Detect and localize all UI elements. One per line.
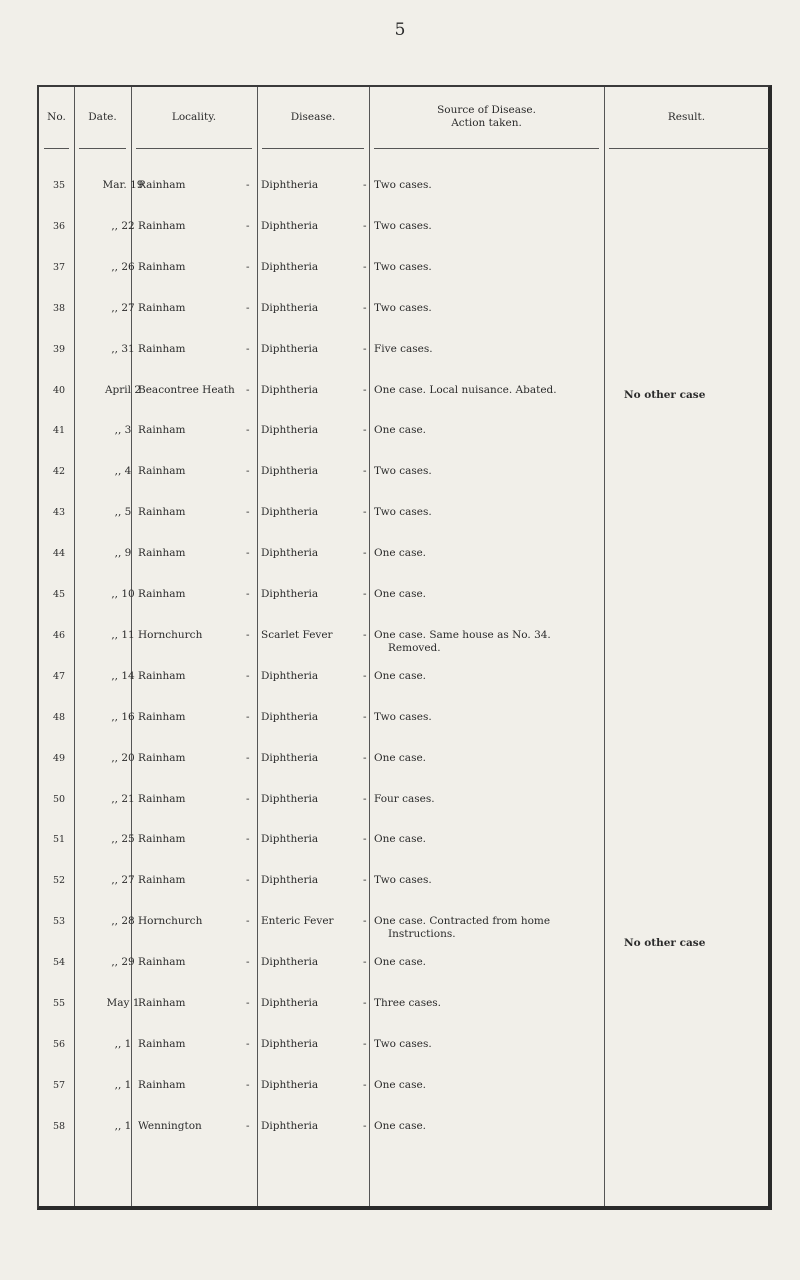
row-number: 52 [52,875,66,887]
row-locality: Wennington [138,1119,202,1132]
row-source-line1: Two cases. [374,179,432,191]
row-date: ,, 31 [111,342,135,355]
row-source [374,670,426,683]
header-date: Date. [88,110,117,123]
row-dash: - [363,1037,367,1050]
row-number: 43 [52,507,66,519]
result-note: No other case [624,389,706,401]
row-disease: Diphtheria [261,301,319,314]
table-row [39,424,768,444]
row-source-line1: Five cases. [374,342,433,355]
row-dash: - [363,1119,367,1132]
row-date: April 2 [104,383,142,396]
row-source [374,874,432,887]
row-dash: - [246,710,250,723]
row-number: 39 [52,343,66,355]
row-source [374,384,557,397]
row-dash: - [246,669,250,682]
row-source [374,629,551,655]
row-number: 42 [52,466,66,478]
row-number: 37 [52,261,66,273]
header-disease: Disease. [290,110,336,123]
row-dash: - [246,179,250,191]
row-dash: - [363,792,367,805]
table-row [39,465,768,485]
header-source-line1: Source of Disease. [437,104,536,116]
row-source-line1: Four cases. [374,792,435,805]
row-dash: - [246,547,250,560]
row-disease: Diphtheria [261,588,319,600]
row-dash: - [363,710,367,723]
row-dash: - [363,915,367,928]
row-dash: - [363,874,367,887]
table-row [39,711,768,731]
row-dash: - [363,465,367,478]
row-source [374,1079,426,1092]
row-source-line1: Two cases. [374,506,432,519]
row-source [374,588,426,601]
header-source [369,87,604,147]
row-number: 35 [52,180,66,191]
row-locality: Hornchurch [138,628,203,641]
header-source-line2: Action taken. [451,117,522,129]
row-date: ,, 25 [111,833,135,846]
row-dash: - [246,342,250,355]
row-disease: Diphtheria [261,465,319,478]
row-number: 41 [52,425,66,437]
row-source-line1: Two cases. [374,874,432,887]
row-source [374,915,550,941]
row-dash: - [363,588,367,600]
table-row [39,1079,768,1099]
header-rule [44,148,69,149]
table-row [39,220,768,240]
row-dash: - [363,751,367,764]
row-date: ,, 28 [111,915,135,928]
row-date: May 1 [106,997,140,1009]
table-row [39,343,768,363]
row-disease: Diphtheria [261,997,319,1009]
table-row [39,628,768,654]
row-source [374,1038,432,1051]
row-dash: - [246,1119,250,1132]
header-rule [374,148,599,149]
row-date: ,, 21 [111,792,135,805]
row-dash: - [246,506,250,519]
row-date: ,, 4 [114,465,132,478]
row-source [374,793,435,806]
row-source-line2: Instructions. [388,928,456,941]
row-disease: Scarlet Fever [261,628,333,641]
row-disease: Diphtheria [261,956,319,969]
row-date: ,, 3 [114,424,132,437]
row-date: ,, 29 [111,956,135,969]
row-source [374,547,426,560]
row-source-line1: Two cases. [374,710,432,723]
row-date: ,, 20 [111,751,135,764]
row-source [374,465,432,478]
row-locality: Rainham [138,669,186,682]
table-row [39,793,768,813]
row-dash: - [246,588,250,600]
header-rule [609,148,769,149]
row-source [374,997,441,1010]
row-disease: Diphtheria [261,874,319,887]
row-disease: Diphtheria [261,1037,319,1050]
row-disease: Diphtheria [261,751,319,764]
table-row [39,956,768,976]
row-source [374,424,426,437]
row-dash: - [246,424,250,437]
row-source-line1: One case. [374,1119,427,1132]
row-locality: Rainham [138,588,186,600]
row-date: ,, 26 [111,260,135,273]
header-locality: Locality. [171,110,217,123]
row-date: ,, 5 [114,506,132,519]
row-source-line1: One case. Local nuisance. Abated. [374,383,557,396]
table-row [39,670,768,690]
row-dash: - [246,260,250,273]
row-locality: Beacontree Heath [138,383,235,396]
row-number: 54 [52,957,66,969]
header-rule [262,148,364,149]
row-source-line1: One case. [374,669,427,682]
row-number: 38 [52,302,66,314]
row-source-line1: Two cases. [374,260,432,273]
row-dash: - [246,383,250,396]
row-number: 49 [52,752,66,764]
row-dash: - [363,301,367,314]
row-date: ,, 16 [111,710,135,723]
row-source [374,711,432,724]
table-row [39,506,768,526]
row-disease: Diphtheria [261,219,319,232]
row-locality: Rainham [138,219,186,232]
row-dash: - [246,792,250,805]
row-locality: Rainham [138,179,186,191]
table-row [39,179,768,199]
row-source-line1: One case. [374,833,427,846]
disease-table [37,85,772,1210]
row-source-line1: Two cases. [374,1037,432,1050]
row-number: 56 [52,1038,66,1050]
row-disease: Diphtheria [261,792,319,805]
row-source-line1: One case. [374,547,427,560]
row-dash: - [246,956,250,969]
row-number: 36 [52,220,66,232]
row-number: 47 [52,670,66,682]
table-row [39,915,768,941]
row-source-line1: One case. Contracted from home [374,915,551,928]
row-dash: - [246,1037,250,1050]
row-number: 50 [52,793,66,805]
row-dash: - [246,465,250,478]
row-locality: Rainham [138,465,186,478]
row-number: 44 [52,548,66,560]
row-date: Mar. 19 [102,179,144,191]
row-dash: - [363,424,367,437]
row-locality: Rainham [138,301,186,314]
row-locality: Rainham [138,874,186,887]
row-dash: - [246,301,250,314]
row-dash: - [363,342,367,355]
row-source-line2: Removed. [388,641,441,654]
row-locality: Rainham [138,1078,186,1091]
row-source-line1: One case. [374,956,427,969]
row-disease: Diphtheria [261,1119,319,1132]
row-date: ,, 11 [111,628,135,641]
row-number: 46 [52,629,66,641]
row-disease: Diphtheria [261,1078,319,1091]
row-disease: Diphtheria [261,710,319,723]
row-disease: Diphtheria [261,833,319,846]
row-source [374,1120,426,1133]
table-row [39,874,768,894]
row-locality: Rainham [138,260,186,273]
row-locality: Rainham [138,997,186,1009]
row-number: 58 [52,1120,66,1132]
header-rule [79,148,126,149]
row-locality: Rainham [138,424,186,437]
row-dash: - [246,874,250,887]
row-dash: - [363,833,367,846]
row-disease: Diphtheria [261,424,319,437]
page-number: 5 [394,20,406,40]
table-row [39,752,768,772]
row-dash: - [363,506,367,519]
row-source [374,302,432,315]
row-disease: Diphtheria [261,342,319,355]
row-source-line1: Two cases. [374,219,432,232]
row-dash: - [363,956,367,969]
row-source [374,343,433,356]
header-rule [136,148,252,149]
row-disease: Diphtheria [261,506,319,519]
row-dash: - [246,219,250,232]
row-date: ,, 1 [114,1119,132,1132]
table-row [39,1038,768,1058]
row-source [374,179,432,192]
row-disease: Diphtheria [261,179,319,191]
row-dash: - [246,997,250,1009]
row-locality: Rainham [138,710,186,723]
row-locality: Rainham [138,506,186,519]
row-source-line1: One case. [374,1078,427,1091]
row-disease: Enteric Fever [261,915,334,928]
row-dash: - [363,628,367,641]
row-date: ,, 10 [111,588,135,600]
row-dash: - [246,628,250,641]
row-dash: - [363,1078,367,1091]
row-number: 40 [52,384,66,396]
row-dash: - [363,547,367,560]
row-disease: Diphtheria [261,260,319,273]
row-locality: Rainham [138,547,186,560]
row-source-line1: One case. [374,588,427,600]
row-source [374,833,426,846]
row-dash: - [363,260,367,273]
row-locality: Rainham [138,833,186,846]
row-dash: - [363,669,367,682]
row-locality: Rainham [138,956,186,969]
row-date: ,, 27 [111,874,135,887]
row-source-line1: Three cases. [374,997,442,1009]
row-source [374,261,432,274]
row-source [374,506,432,519]
row-locality: Hornchurch [138,915,203,928]
row-locality: Rainham [138,751,186,764]
row-source [374,752,426,765]
table-row [39,1120,768,1140]
row-number: 57 [52,1079,66,1091]
row-source [374,956,426,969]
row-date: ,, 22 [111,219,135,232]
row-number: 55 [52,998,66,1009]
row-disease: Diphtheria [261,547,319,560]
row-date: ,, 1 [114,1078,132,1091]
row-source-line1: One case. Same house as No. 34. [374,628,551,641]
row-dash: - [246,833,250,846]
row-number: 53 [52,916,66,928]
row-number: 51 [52,834,66,846]
row-disease: Diphtheria [261,669,319,682]
header-result: Result. [667,110,706,123]
row-dash: - [246,751,250,764]
row-dash: - [363,179,367,191]
row-locality: Rainham [138,792,186,805]
row-dash: - [246,1078,250,1091]
header-no: No. [47,110,66,123]
table-row [39,547,768,567]
table-row [39,588,768,608]
row-dash: - [363,219,367,232]
row-date: ,, 14 [111,669,135,682]
row-disease: Diphtheria [261,383,319,396]
table-row [39,261,768,281]
row-dash: - [246,915,250,928]
result-note: No other case [624,937,706,949]
row-date: ,, 9 [114,547,132,560]
row-locality: Rainham [138,1037,186,1050]
table-row [39,997,768,1017]
row-source-line1: One case. [374,424,427,437]
row-source-line1: Two cases. [374,301,432,314]
row-number: 45 [52,589,66,600]
row-dash: - [363,997,367,1009]
table-row [39,833,768,853]
row-date: ,, 27 [111,301,135,314]
row-date: ,, 1 [114,1037,132,1050]
row-locality: Rainham [138,342,186,355]
row-number: 48 [52,711,66,723]
row-dash: - [363,383,367,396]
row-source-line1: Two cases. [374,465,432,478]
row-source-line1: One case. [374,751,427,764]
row-source [374,220,432,233]
table-row [39,302,768,322]
